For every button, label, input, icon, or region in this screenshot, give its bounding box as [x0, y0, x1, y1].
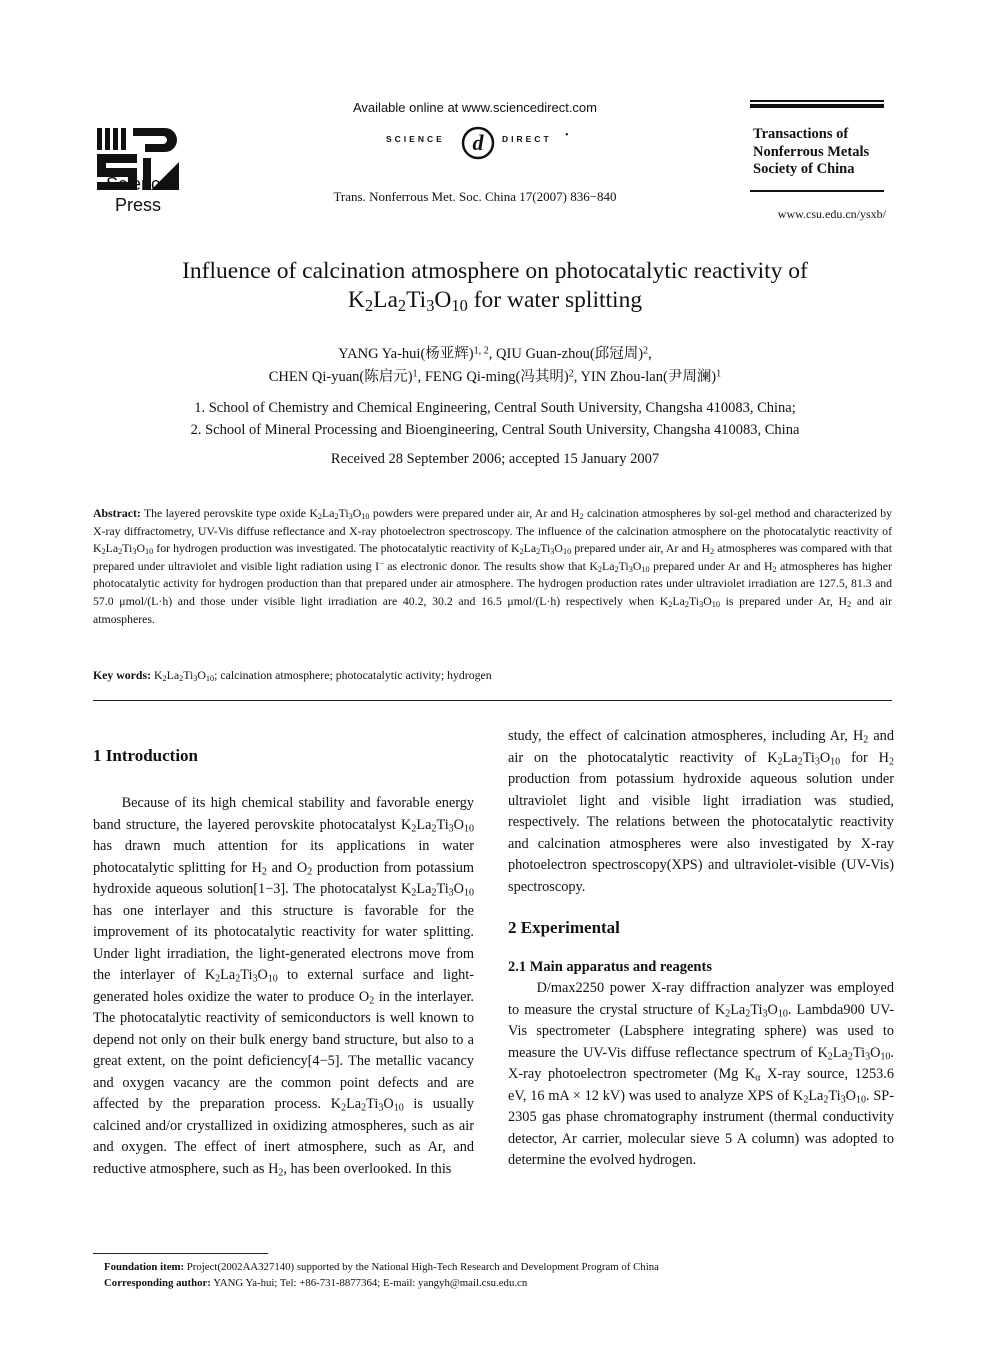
journal-citation: Trans. Nonferrous Met. Soc. China 17(2007) 836−840	[333, 189, 617, 204]
element-symbol: La	[416, 816, 432, 833]
element-symbol: La	[416, 881, 432, 897]
subscript: 2	[863, 734, 869, 746]
element-symbol: O	[767, 1001, 778, 1018]
element-symbol: K	[793, 1087, 804, 1104]
subscript: 2	[797, 756, 803, 767]
footnote-text: Project(2002AA327140) supported by the National High-Tech Research and Development Program of China	[184, 1261, 659, 1273]
element-symbol: Ti	[802, 749, 815, 766]
compound-formula	[401, 881, 474, 897]
body-text: has one interlayer and this structure is favorable for the improvement of its photocatalytic reactivity for water splitting. Under light irradiation, the light-generated electrons move from the interlayer of	[93, 902, 474, 983]
subscript: 2	[334, 512, 339, 522]
subscript: 3	[814, 756, 820, 767]
publisher-name-line2: Press	[114, 195, 161, 215]
element-symbol: La	[782, 749, 798, 766]
element-symbol: K	[347, 287, 365, 313]
abstract	[93, 505, 892, 628]
subscript: 3	[426, 296, 435, 316]
journal-name-line2: Nonferrous Metals	[753, 143, 870, 160]
subscript: 10	[393, 1102, 404, 1114]
author-list	[95, 343, 895, 389]
affiliation-2: 2. School of Mineral Processing and Bioengineering, Central South University, Changsha 410083, China	[190, 422, 800, 438]
subscript: 2	[317, 512, 322, 522]
subscript: 2	[162, 674, 167, 684]
subscript: 10	[205, 674, 215, 684]
compound-formula	[817, 1045, 890, 1061]
element-symbol: Ti	[540, 541, 551, 556]
element-symbol: Ti	[240, 967, 253, 983]
element-symbol: K	[401, 816, 412, 833]
subscript: 2	[847, 600, 852, 610]
author-2-affil: 2	[643, 345, 649, 357]
body-column-left	[93, 793, 474, 1180]
author-4: FENG Qi-ming(冯其明)	[424, 369, 569, 385]
sciencedirect-logo	[380, 124, 580, 164]
subscript: 2	[118, 547, 123, 557]
element-symbol: La	[346, 1096, 362, 1112]
element-symbol: La	[672, 593, 685, 608]
abstract-text: atmospheres has higher photocatalytic activity for hydrogen production than that prepared under air atmosphere. The hydrogen production rates under ultraviolet irradiation are 127.5, 81.3 and 57.0 μmol/(L·h) and those under visible light irradiation are 40.2, 30.2 and 16.5 μmol/(L·h) respectively when	[93, 558, 892, 608]
subscript: 10	[777, 1008, 788, 1019]
element-symbol: Ti	[366, 1096, 379, 1112]
subscript: 3	[193, 674, 198, 684]
subscript: 2	[411, 823, 417, 834]
abstract-text: is prepared under Ar, H	[719, 593, 848, 608]
author-3: CHEN Qi-yuan(陈启元)	[268, 369, 413, 385]
subscript: 2	[710, 547, 715, 557]
subscript: 10	[880, 1051, 891, 1062]
body-text: , has been overlooked. In this	[283, 1160, 452, 1177]
author-1: YANG Ya-hui(杨亚辉)	[338, 346, 474, 362]
subscript: 2	[803, 1094, 809, 1105]
element-symbol: O	[383, 1096, 394, 1112]
sd-logo-left-text: SCIENCE	[386, 134, 445, 144]
subscript: 2	[772, 564, 777, 574]
element-symbol: K	[153, 668, 163, 682]
body-text: Because of its high chemical stability and favorable energy band structure, the layered perovskite photocatalyst	[93, 795, 474, 833]
element-symbol: Ti	[122, 541, 133, 556]
abstract-text: powders were prepared under air, Ar and H	[369, 506, 580, 520]
element-symbol: K	[510, 541, 520, 556]
subscript: 10	[451, 296, 468, 316]
element-symbol: K	[817, 1044, 828, 1061]
footnotes	[104, 1259, 884, 1291]
apparatus-paragraph	[508, 978, 894, 1172]
element-symbol: K	[204, 967, 216, 983]
abstract-text: The layered perovskite type oxide	[140, 506, 310, 520]
subscript: 3	[252, 973, 258, 985]
abstract-text: and air atmospheres.	[93, 593, 892, 626]
subscript: 2	[307, 866, 313, 877]
author-4-affil: 2	[568, 368, 574, 380]
author-line1: YANG Ya-hui(杨亚辉)$^{1, 2}$, QIU Guan-zhou(邱冠周)$^2$,	[338, 345, 652, 362]
subscript: 2	[101, 547, 106, 557]
journal-name-line1: Transactions of	[753, 126, 849, 142]
subscript: 3	[448, 887, 454, 899]
compound-formula	[660, 594, 720, 608]
element-symbol: K	[767, 749, 778, 766]
keywords-text: ; calcination atmosphere; photocatalytic activity; hydrogen	[214, 668, 492, 682]
body-text: production from potassium hydroxide aqueous solution[1−3]. The photocatalyst	[93, 859, 474, 897]
element-symbol: O	[136, 541, 145, 556]
intro-paragraph-continued	[508, 726, 894, 898]
subscript: 2	[777, 756, 783, 767]
subscript: 2	[725, 1008, 731, 1019]
section-heading-introduction: 1 Introduction	[93, 746, 199, 765]
footnote-label: Foundation item:	[104, 1261, 185, 1273]
subscript: α	[755, 1072, 761, 1084]
sd-logo-dot: •	[565, 130, 569, 141]
element-symbol: La	[166, 668, 180, 682]
publisher-name	[88, 174, 188, 216]
subscript: 2	[668, 600, 673, 610]
abstract-text: calcination atmospheres by sol-gel method and characterized by X-ray diffractometry, UV-Vis diffuse reflectance and X-ray photoelectron spectroscopy. The influence of the calcination atmosphere on the photocatalytic reactivity of	[93, 506, 892, 538]
subscript: 2	[179, 674, 184, 684]
subscript: 10	[562, 547, 572, 557]
subscript: 2	[614, 564, 619, 574]
element-symbol: La	[105, 541, 119, 556]
compound-formula	[793, 1088, 866, 1104]
subscript: 10	[830, 756, 841, 767]
author-3-affil: 1	[412, 368, 418, 380]
subscript: 2	[261, 866, 267, 877]
subscript: 10	[641, 564, 650, 574]
keywords	[93, 668, 892, 683]
element-symbol: K	[714, 1001, 726, 1018]
subscript: 2	[361, 1102, 367, 1114]
affiliations	[95, 397, 895, 441]
title-line1: Influence of calcination atmosphere on photocatalytic reactivity of	[182, 258, 808, 284]
journal-name	[753, 126, 913, 179]
sd-logo-right-text: DIRECT	[502, 134, 552, 144]
element-symbol: O	[197, 668, 206, 682]
subscript: 10	[144, 547, 154, 557]
footnote-corresponding	[104, 1275, 884, 1291]
element-symbol: La	[730, 1001, 746, 1018]
subscript: 2	[684, 600, 689, 610]
body-text: . X-ray photoelectron spectrometer (Mg K	[508, 1044, 894, 1082]
subscript: 3	[762, 1008, 768, 1019]
subscript: 2	[597, 564, 603, 574]
element-symbol: Ti	[183, 668, 194, 682]
element-symbol: Ti	[618, 558, 629, 573]
abstract-text: for hydrogen production was investigated. The photocatalytic reactivity of	[153, 541, 511, 556]
element-symbol: La	[523, 541, 537, 556]
body-text: has drawn much attention for its applications in water photocatalytic splitting for H	[93, 838, 474, 876]
subscript: 3	[840, 1094, 846, 1105]
compound-formula	[205, 967, 278, 983]
element-symbol: O	[845, 1087, 856, 1104]
subscript: 3	[865, 1051, 871, 1062]
element-symbol: O	[554, 541, 563, 556]
element-symbol: La	[321, 506, 335, 520]
body-column-right	[508, 726, 894, 1172]
publisher-name-line1: Science	[105, 174, 171, 194]
body-text: is usually calcined and/or crystallized in oxidizing atmospheres, such as air and oxygen. The effect of inert atmosphere, such as Ar, and reductive atmosphere, such as H	[93, 1096, 475, 1177]
element-symbol: O	[257, 967, 268, 983]
subscript: 2	[369, 995, 375, 1006]
element-symbol: K	[309, 506, 318, 520]
element-symbol: O	[870, 1044, 881, 1061]
body-text: in the interlayer. The photocatalytic reactivity of semiconductors is well known to depend not only on their bulk energy band structure, but also to a great extent, on the point deficiency[4−5]. The metallic vacancy and oxygen vacancy are the common point defects and are affected by the preparation process.	[93, 988, 475, 1112]
subscript: 2	[235, 973, 241, 985]
subscript: 2	[215, 973, 221, 985]
element-symbol: La	[220, 967, 236, 983]
element-symbol: O	[703, 593, 712, 608]
body-text: production from potassium hydroxide aqueous solution under ultraviolet light and visible light irradiation was studied, respectively. The relations between the photocatalytic reactivity and calcination atmospheres were also investigated by X-ray photoelectron spectroscopy(XPS) and ultraviolet-visible (UV-Vis) spectroscopy.	[508, 771, 894, 895]
element-symbol: K	[330, 1096, 342, 1112]
element-symbol: Ti	[689, 593, 700, 608]
subscript: 2	[745, 1008, 751, 1019]
body-text: . Lambda900 UV-Vis spectrometer (Labsphere integrating sphere) was used to measure the UV-Vis diffuse reflectance spectrum of	[508, 1001, 894, 1061]
subscript: 2	[431, 887, 437, 899]
subscript: 2	[278, 1167, 284, 1178]
element-symbol: O	[453, 816, 464, 833]
subscript: 2	[364, 296, 374, 316]
subscript: 2	[341, 1102, 347, 1114]
body-text: and air on the photocatalytic reactivity of	[508, 728, 894, 766]
subscript: 10	[267, 973, 278, 985]
subscript: 3	[628, 564, 633, 574]
abstract-divider	[93, 700, 892, 701]
element-symbol: Ti	[436, 816, 449, 833]
subscript: 2	[431, 823, 437, 834]
abstract-label: Abstract:	[93, 506, 141, 520]
title-line2	[95, 286, 895, 315]
compound-formula	[93, 541, 153, 555]
body-text: X-ray source, 1253.6 eV, 16 mA × 12 kV) was used to analyze XPS of	[508, 1066, 894, 1104]
sd-at-icon	[460, 125, 496, 161]
compound-formula	[589, 559, 649, 573]
subscript: 10	[464, 823, 474, 834]
element-symbol: Ti	[436, 881, 449, 897]
body-text: D/max2250 power X-ray diffraction analyzer was employed to measure the crystal structure of	[508, 980, 894, 1018]
subscript: 3	[448, 823, 454, 834]
subscript: 2	[889, 756, 894, 767]
compound-formula	[767, 750, 840, 766]
journal-url: www.csu.edu.cn/ysxb/	[777, 207, 886, 221]
element-symbol: K	[589, 558, 598, 573]
body-text: and O	[266, 859, 308, 876]
element-symbol: K	[659, 593, 669, 608]
compound-formula	[715, 1002, 788, 1018]
element-symbol: La	[373, 287, 398, 313]
body-text: study, the effect of calcination atmospheres, including Ar, H	[508, 728, 864, 744]
author-1-affil: 1, 2	[473, 345, 489, 357]
subscript: 10	[464, 887, 474, 899]
element-symbol: O	[819, 749, 831, 766]
article-title	[95, 257, 895, 315]
superscript: −	[379, 559, 384, 569]
body-text: . SP-2305 gas phase chromatography instrument (thermal conductivity detector, Ar carrier, molecular sieve 5 A column) was adopted to determine the evolved hydrogen.	[508, 1087, 894, 1168]
subscript: 2	[579, 512, 584, 522]
subscript: 10	[361, 512, 370, 522]
title-line2-suffix: for water splitting	[467, 287, 643, 313]
abstract-text: prepared under air, Ar and H	[571, 541, 711, 556]
abstract-text: atmospheres was compared with that prepared under ultraviolet and visible light radiation using I	[93, 541, 892, 573]
compound-formula	[309, 506, 369, 520]
subscript: 2	[823, 1094, 829, 1105]
journal-rule	[750, 190, 884, 196]
subscript: 2	[536, 547, 541, 557]
subsection-heading-apparatus: 2.1 Main apparatus and reagents	[508, 958, 712, 975]
subscript: 3	[550, 547, 555, 557]
subscript: 10	[711, 600, 720, 610]
received-dates: Received 28 September 2006; accepted 15 January 2007	[330, 451, 660, 467]
element-symbol: O	[453, 881, 464, 897]
subscript: 2	[411, 887, 417, 899]
subscript: 3	[699, 600, 704, 610]
compound-formula	[511, 541, 571, 555]
element-symbol: La	[808, 1087, 824, 1104]
journal-header-rule	[750, 100, 884, 110]
subscript: 2	[847, 1051, 853, 1062]
element-symbol: O	[632, 558, 642, 573]
compound-formula	[401, 817, 474, 833]
footnote-text: YANG Ya-hui; Tel: +86-731-8877364; E-mail: yangyh@mail.csu.edu.cn	[210, 1277, 528, 1289]
element-symbol: K	[93, 541, 102, 556]
author-2: QIU Guan-zhou(邱冠周)	[496, 346, 644, 362]
element-symbol: Ti	[828, 1087, 841, 1104]
subscript: 2	[519, 547, 524, 557]
element-symbol: O	[434, 287, 452, 313]
subscript: 2	[397, 296, 407, 316]
abstract-text: as electronic donor. The results show that	[383, 558, 590, 573]
element-symbol: Ti	[406, 287, 427, 313]
author-5: YIN Zhou-lan(尹周澜)	[580, 369, 717, 385]
subscript: 2	[827, 1051, 833, 1062]
element-symbol: K	[401, 881, 412, 897]
body-text: for H	[840, 749, 889, 766]
svg-text:d: d	[472, 130, 484, 155]
element-symbol: Ti	[750, 1001, 763, 1018]
affiliation-1: 1. School of Chemistry and Chemical Engineering, Central South University, Changsha 410083, China;	[194, 400, 796, 416]
journal-name-line3: Society of China	[753, 161, 855, 177]
subscript: 3	[132, 547, 137, 557]
section-heading-experimental: 2 Experimental	[508, 918, 620, 937]
compound-formula	[347, 287, 468, 316]
online-availability: Available online at www.sciencedirect.com	[353, 100, 597, 115]
keywords-label: Key words:	[93, 668, 151, 682]
element-symbol: Ti	[338, 506, 349, 520]
author-line2: CHEN Qi-yuan(陈启元)$^1$, FENG Qi-ming(冯其明)$^2$, YIN Zhou-lan(尹周澜)$^1$	[268, 368, 722, 385]
compound-formula	[154, 668, 214, 682]
footnote-rule	[93, 1253, 268, 1254]
footnote-label: Corresponding author:	[104, 1277, 211, 1289]
author-5-affil: 1	[716, 368, 722, 380]
element-symbol: La	[602, 558, 615, 573]
subscript: 3	[378, 1102, 384, 1114]
element-symbol: Ti	[852, 1044, 866, 1061]
subscript: 3	[348, 512, 353, 522]
subscript: 10	[855, 1094, 866, 1105]
body-text: to external surface and light-generated holes oxidize the water to produce O	[93, 967, 474, 1005]
element-symbol: O	[352, 506, 362, 520]
element-symbol: La	[832, 1044, 848, 1061]
footnote-foundation	[104, 1259, 884, 1275]
intro-paragraph	[93, 793, 474, 1180]
compound-formula	[331, 1096, 404, 1112]
abstract-text: prepared under Ar and H	[649, 558, 773, 573]
